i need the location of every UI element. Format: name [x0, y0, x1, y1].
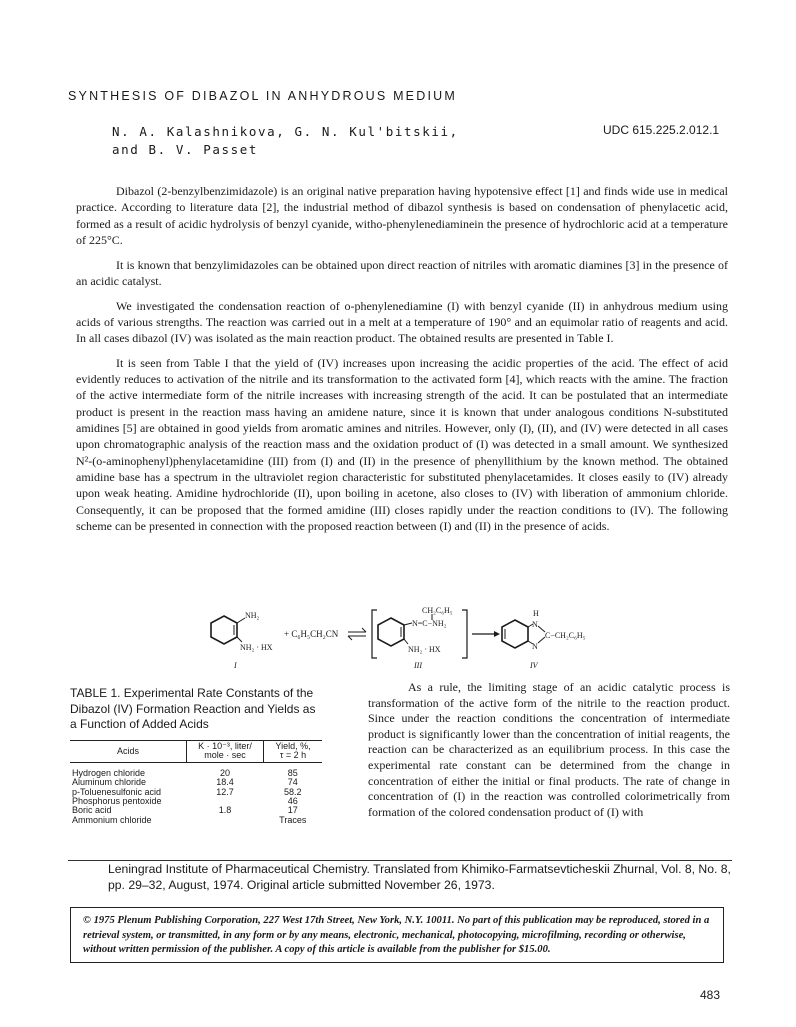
paragraph-1: Dibazol (2-benzylbenzimidazole) is an original native preparation having hypotensive effect [1] and finds wide use in medical practice. According to literature data [2], the industrial method of dibazol synthesis is based on condensation of phenylacetic acid, formed as a result of acidic hydrolysis of benzyl cyanide, witho-phenylenediaminein the presence of hydrochloric acid at a temperature of 225°C.	[76, 184, 728, 247]
authors	[112, 123, 459, 159]
copyright-box	[70, 907, 724, 963]
acid-name: Hydrogen chloride	[72, 767, 146, 778]
compound-3	[372, 606, 467, 670]
acid-name: Aluminum chloride	[72, 777, 147, 788]
copyright-text: © 1975 Plenum Publishing Corporation, 227 West 17th Street, New York, N.Y. 10011. No part of this publication may be reproduced, stored in a retrieval system, or transmitted, in any form or by any means, electronic, mechanical, photocopying, microfilming, recording or otherwise, without written permission of the publisher. A copy of this article is available from the publisher for $15.00.	[83, 915, 710, 956]
paragraph-2: It is known that benzylimidazoles can be obtained upon direct reaction of nitriles with aromatic diamines [3] in the presence of an acidic catalyst.	[76, 257, 728, 288]
scheme-nh2-hx-3: NH₂ · HX	[408, 645, 441, 654]
compound-1	[211, 611, 273, 670]
equilibrium-arrow	[348, 628, 366, 640]
header-rate-constant	[187, 741, 264, 763]
udc-code: UDC 615.225.2.012.1	[603, 123, 720, 137]
scheme-amidine-label: N=C−NH₂	[412, 619, 447, 628]
rate-constants-table	[70, 740, 322, 825]
acid-name: Phosphorus pentoxide	[72, 796, 162, 807]
scheme-substituent: C−CH₂C₆H₅	[545, 631, 586, 640]
authors-line-2: and B. V. Passet	[112, 142, 259, 157]
acid-name: Ammonium chloride	[72, 814, 152, 825]
paragraph-3: We investigated the condensation reaction of o-phenylenediamine (I) with benzyl cyanide (II) in anhydrous medium using acids of various strengths. The reaction was carried out in a melt at a temperature of 190° and an equimolar ratio of reagents and acid. In all cases dibazol (IV) was isolated as the main reaction product. The obtained results are presented in Table I.	[76, 298, 728, 346]
scheme-h: H	[533, 609, 539, 618]
rate-constant	[187, 816, 264, 825]
rate-constant: 1.8	[218, 805, 232, 816]
intro-text	[76, 183, 728, 543]
scheme-nh2-hx: NH₂ · HX	[240, 643, 273, 652]
yield-value: 74	[287, 777, 298, 788]
yield-value: 17	[287, 805, 298, 816]
yield-value: 58.2	[283, 786, 302, 797]
rate-constant: 12.7	[216, 786, 234, 797]
scheme-label-4: IV	[530, 661, 538, 670]
paragraph-right: As a rule, the limiting stage of an acidic catalytic process is transformation of the active form of the nitrile to the reaction product. Since under the reaction conditions the concentration of intermediate product is significantly lower than the concentration of initial reagents, the reaction can be characterized as an equilibrium process. In this case the experimental rate constant can be determined from the change in concentration of either the initial or final products. The rate of change in concentration of (I) in the reaction was controlled colorimetrically from formation of the colored condensation product of (I) with	[368, 680, 730, 819]
article-title: SYNTHESIS OF DIBAZOL IN ANHYDROUS MEDIUM	[68, 89, 457, 103]
scheme-ch2c6h5-label: CH₂C₆H₅	[422, 606, 453, 615]
paragraph-4: It is seen from Table I that the yield of (IV) increases upon increasing the acidic properties of the acid. The effect of acid evidently reduces to activation of the nitrile and its transformation to the activated form [4], which reacts with the amine. The fraction of the active intermediate form of the nitrile increases with increasing strength of the acid. It can be postulated that an intermediate product is present in the reaction mass having an amidene nature, since it is known that under analogous conditions N-substituted amidines [5] are obtained in good yields from aromatic amines and nitriles. However, only (I), (II), and (IV) were detected in all cases upon chromatographic analysis of the reaction mass and the oxidation product of (I) was detected in a small amount. We synthesized N²-(o-aminophenyl)phenylacetamidine (III) from (I) and (II) in the presence of phenyllithium by the known method. The obtained amidine base has a spectrum in the ultraviolet region characteristic for substituted phenylacetamides. It closes easily to (IV) already upon weak heating. Amidine hydrochloride (II), upon boiling in acetone, also closes to (IV) with liberation of ammonium chloride. Consequently, it can be proposed that the formed amidine (III) closes rapidly under the reaction conditions to (IV). The following scheme can be presented in connection with the proposed reaction between (I) and (II) in the presence of acids.	[76, 355, 728, 533]
yield-value: 46	[287, 796, 298, 807]
right-column-text	[368, 680, 730, 820]
scheme-n-top: N	[532, 620, 538, 629]
scheme-n-bottom: N	[532, 642, 538, 651]
acid-name: p-Toluenesulfonic acid	[72, 786, 162, 797]
table-caption: TABLE 1. Experimental Rate Constants of the Dibazol (IV) Formation Reaction and Yields as a Function of Added Acids	[70, 686, 316, 731]
header-k-line-1: K · 10⁻³, liter/	[198, 741, 252, 751]
affiliation-note: Leningrad Institute of Pharmaceutical Chemistry. Translated from Khimiko-Farmatsevticheskii Zhurnal, Vol. 8, No. 8, pp. 29–32, August, 1974. Original article submitted November 26, 1973.	[108, 862, 731, 892]
yield-value: 85	[287, 767, 298, 778]
authors-line-1: N. A. Kalashnikova, G. N. Kul'bitskii,	[112, 124, 459, 139]
scheme-label-3: III	[414, 661, 422, 670]
header-k-line-2: mole · sec	[204, 750, 246, 761]
header-yield	[264, 741, 323, 763]
forward-arrow	[472, 631, 500, 637]
header-acids: Acids	[70, 741, 187, 763]
scheme-reagent: + C₆H₅CH₂CN	[284, 629, 339, 639]
page-number: 483	[700, 988, 721, 1002]
scheme-nh2: NH₂	[245, 611, 260, 620]
table-row	[70, 816, 322, 825]
rate-constant: 18.4	[216, 777, 234, 788]
table-header-row	[70, 741, 322, 763]
reaction-scheme	[200, 606, 620, 676]
yield-value: Traces	[279, 814, 307, 825]
acid-name: Boric acid	[72, 805, 112, 816]
header-yield-line-2: τ = 2 h	[279, 750, 307, 761]
table-row	[70, 762, 322, 778]
header-yield-line-1: Yield, %,	[275, 741, 311, 751]
rate-constant: 20	[219, 767, 230, 778]
scheme-label-1: I	[234, 661, 237, 670]
footnote-divider	[68, 860, 732, 861]
compound-4	[502, 609, 586, 670]
